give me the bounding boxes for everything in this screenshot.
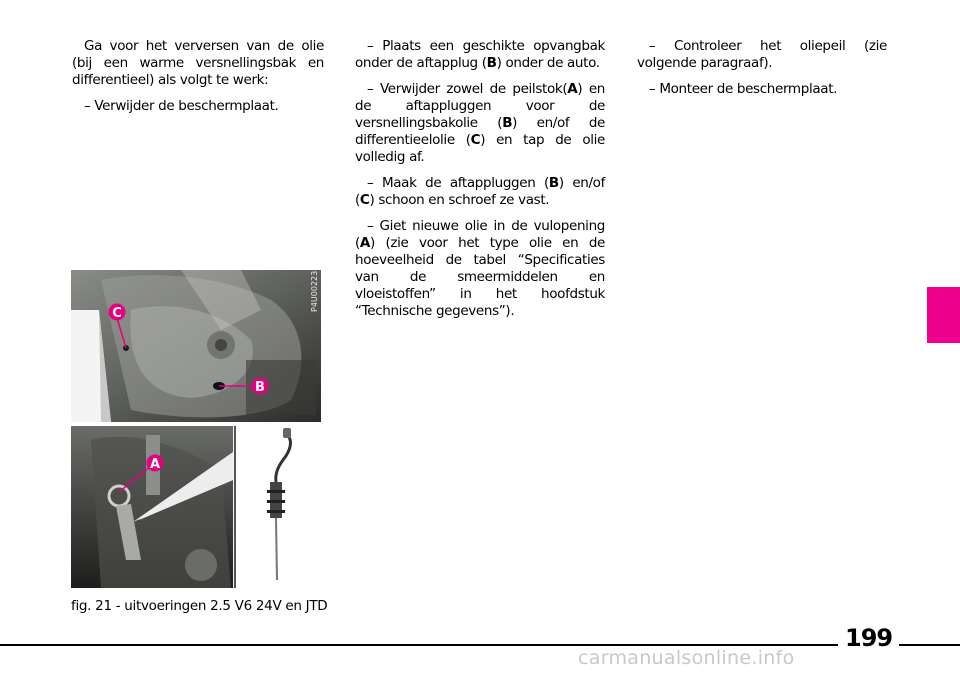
intro-paragraph: Ga voor het verversen van de olie (bij een warme versnellingsbak en differentieel) als volgt te werk:: [72, 38, 324, 88]
step-mount-plate: – Monteer de beschermplaat.: [649, 81, 838, 97]
footer-rule: [0, 644, 960, 646]
step-place-container: – Plaats een geschikte opvangbak onder de aftapplug (B) onder de auto.: [355, 38, 605, 71]
step-pour-oil: – Giet nieuwe olie in de vulopening (A) (zie voor het type olie en de hoeveelheid de tabel “Specificaties van de smeermiddelen en vloeistoffen” in het hoofdstuk “Technische gegevens”).: [355, 218, 605, 319]
step-remove-plate: – Verwijder de beschermplaat.: [84, 98, 279, 114]
step-clean-plugs: – Maak de aftappluggen (B) en/of (C) schoon en schroef ze vast.: [355, 175, 605, 208]
text-column-3: [637, 38, 887, 107]
svg-text:C: C: [112, 306, 122, 321]
watermark: carmanualsonline.info: [578, 647, 795, 669]
gearbox-photo: [71, 270, 321, 588]
step-remove-dipstick: – Verwijder zowel de peilstok(A) en de aftappluggen voor de versnellingsbakolie (B) en/of de differentieelolie (C) en tap de olie volledig af.: [355, 81, 605, 165]
gearbox-illustration: [71, 270, 321, 588]
chapter-tab: [927, 287, 960, 343]
text-column-2: [355, 38, 605, 329]
figure-code: P4U00223: [310, 270, 319, 312]
svg-text:A: A: [149, 457, 161, 472]
page-number: 199: [838, 624, 899, 652]
figure-caption: fig. 21 - uitvoeringen 2.5 V6 24V en JTD: [71, 598, 328, 614]
svg-text:B: B: [255, 380, 265, 395]
step-check-level: – Controleer het oliepeil (zie volgende paragraaf).: [637, 38, 887, 71]
text-column-1: [72, 38, 324, 124]
